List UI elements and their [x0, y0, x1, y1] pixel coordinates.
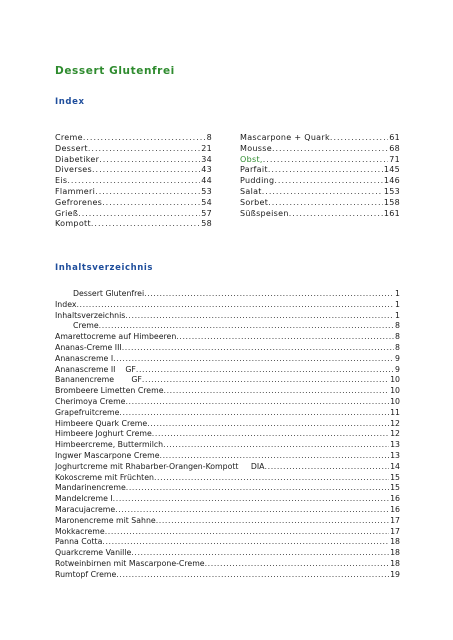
toc-entry[interactable]: Index ..... 1	[55, 300, 400, 311]
toc-entry[interactable]: Mandarinencreme ..... 15	[55, 483, 400, 494]
leader-dots	[83, 133, 206, 142]
index-column-right	[240, 133, 400, 219]
leader-dots	[115, 505, 389, 514]
index-entry[interactable]: Mousse ..... 68	[240, 144, 400, 155]
leader-dots	[116, 570, 389, 579]
toc-entry[interactable]: Creme ..... 8	[55, 321, 400, 332]
leader-dots	[99, 321, 394, 330]
leader-dots	[92, 165, 200, 174]
leader-dots	[76, 300, 394, 309]
leader-dots	[78, 209, 200, 218]
index-entry[interactable]: Flammeri ..... 53	[55, 187, 212, 198]
index-entry[interactable]: Pudding ..... 146	[240, 176, 400, 187]
leader-dots	[125, 311, 394, 320]
index-entry[interactable]: Süßspeisen ..... 161	[240, 209, 400, 220]
document-title: Dessert Glutenfrei	[55, 65, 175, 77]
leader-dots	[126, 483, 389, 492]
leader-dots	[125, 397, 389, 406]
leader-dots	[160, 451, 390, 460]
leader-dots	[330, 133, 388, 142]
index-entry[interactable]: Diabetiker ..... 34	[55, 155, 212, 166]
toc-entry[interactable]: Himbeercreme, Buttermilch ..... 13	[55, 440, 400, 451]
index-entry[interactable]: Gefrorenes ..... 54	[55, 198, 212, 209]
index-entry[interactable]: Diverses ..... 43	[55, 165, 212, 176]
toc-entry[interactable]: Mokkacreme ..... 17	[55, 527, 400, 538]
leader-dots	[263, 155, 388, 164]
toc-entry[interactable]: Cherimoya Creme ..... 10	[55, 397, 400, 408]
leader-dots	[289, 209, 383, 218]
toc-entry[interactable]: Amarettocreme auf Himbeeren ..... 8	[55, 332, 400, 343]
leader-dots	[268, 165, 383, 174]
toc-entry[interactable]: Quarkcreme Vanille ..... 18	[55, 548, 400, 559]
leader-dots	[205, 559, 389, 568]
toc-entry[interactable]: Rumtopf Creme ..... 19	[55, 570, 400, 581]
leader-dots	[163, 440, 389, 449]
leader-dots	[119, 408, 389, 417]
index-entry[interactable]: Salat ..... 153	[240, 187, 400, 198]
index-entry[interactable]: Sorbet ..... 158	[240, 198, 400, 209]
leader-dots	[136, 365, 394, 374]
leader-dots	[147, 419, 389, 428]
leader-dots	[88, 144, 200, 153]
index-entry[interactable]: Parfait ..... 145	[240, 165, 400, 176]
leader-dots	[99, 155, 200, 164]
toc-entry[interactable]: Dessert Glutenfrei ..... 1	[55, 289, 400, 300]
leader-dots	[142, 375, 389, 384]
toc-entry[interactable]: Maracujacreme ..... 16	[55, 505, 400, 516]
toc-entry[interactable]: Rotweinbirnen mit Mascarpone-Creme ..... 18	[55, 559, 400, 570]
leader-dots	[67, 176, 200, 185]
toc-entry[interactable]: Himbeere Quark Creme ..... 12	[55, 419, 400, 430]
leader-dots	[105, 527, 389, 536]
leader-dots	[102, 198, 200, 207]
leader-dots	[102, 537, 389, 546]
leader-dots	[262, 187, 383, 196]
leader-dots	[176, 332, 394, 341]
toc-entry[interactable]: Ananascreme II GF ..... 9	[55, 365, 400, 376]
toc-entry[interactable]: Ananascreme I ..... 9	[55, 354, 400, 365]
toc-entry[interactable]: Mandelcreme I ..... 16	[55, 494, 400, 505]
leader-dots	[152, 429, 389, 438]
index-entry[interactable]: Creme ..... 8	[55, 133, 212, 144]
leader-dots	[272, 144, 388, 153]
leader-dots	[95, 187, 200, 196]
index-column-left	[55, 133, 212, 230]
toc-entry[interactable]: Ananas-Creme III ..... 8	[55, 343, 400, 354]
toc-entry[interactable]: Inhaltsverzeichnis ..... 1	[55, 311, 400, 322]
index-entry[interactable]: Kompott ..... 58	[55, 219, 212, 230]
toc-entry[interactable]: Bananencreme GF ..... 10	[55, 375, 400, 386]
leader-dots	[164, 386, 390, 395]
toc-entry[interactable]: Brombeere Limetten Creme ..... 10	[55, 386, 400, 397]
index-entry-highlighted[interactable]: Obst, ..... 71	[240, 155, 400, 166]
leader-dots	[113, 494, 389, 503]
index-heading: Index	[55, 97, 85, 107]
toc-entry[interactable]: Joghurtcreme mit Rhabarber-Orangen-Kompott DIA ..... 14	[55, 462, 400, 473]
leader-dots	[154, 473, 389, 482]
leader-dots	[265, 462, 390, 471]
leader-dots	[274, 176, 382, 185]
leader-dots	[156, 516, 389, 525]
toc-entry[interactable]: Ingwer Mascarpone Creme ..... 13	[55, 451, 400, 462]
leader-dots	[268, 198, 383, 207]
index-entry[interactable]: Dessert ..... 21	[55, 144, 212, 155]
toc-entry[interactable]: Panna Cotta ..... 18	[55, 537, 400, 548]
index-entry[interactable]: Mascarpone + Quark ..... 61	[240, 133, 400, 144]
leader-dots	[131, 548, 389, 557]
toc-entry[interactable]: Maronencreme mit Sahne ..... 17	[55, 516, 400, 527]
index-entry[interactable]: Grieß ..... 57	[55, 209, 212, 220]
toc-list	[55, 289, 400, 581]
index-entry[interactable]: Eis ..... 44	[55, 176, 212, 187]
toc-entry[interactable]: Kokoscreme mit Früchten ..... 15	[55, 473, 400, 484]
leader-dots	[91, 219, 200, 228]
toc-heading: Inhaltsverzeichnis	[55, 263, 154, 273]
toc-entry[interactable]: Grapefruitcreme ..... 11	[55, 408, 400, 419]
leader-dots	[144, 289, 394, 298]
toc-entry[interactable]: Himbeere Joghurt Creme ..... 12	[55, 429, 400, 440]
leader-dots	[113, 354, 394, 363]
leader-dots	[122, 343, 394, 352]
